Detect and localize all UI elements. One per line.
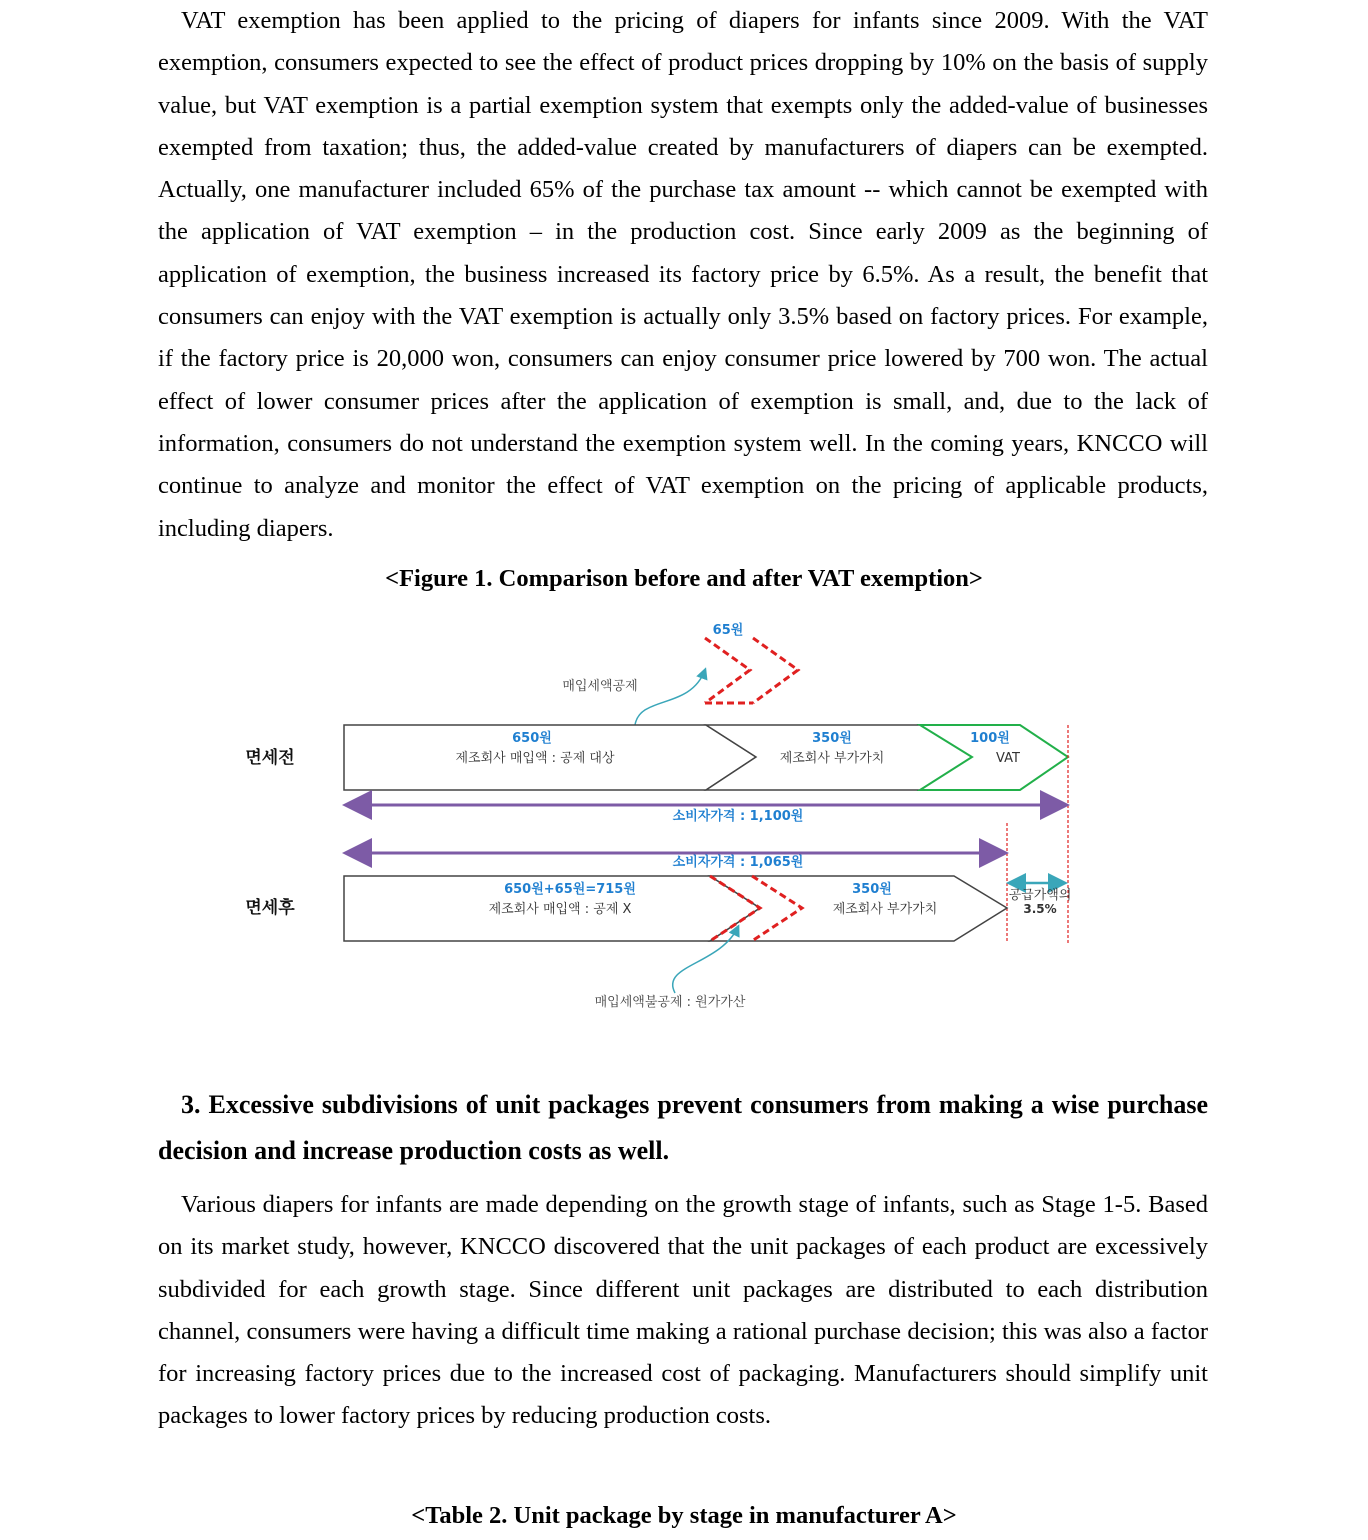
paragraph-unit-packages — [158, 1184, 1208, 1438]
after-label: 면세후 — [245, 898, 295, 918]
after-seg2-desc: 제조회사 부가가치 — [832, 902, 938, 917]
before-seg3-desc: VAT — [996, 751, 1020, 766]
paragraph-text: Various diapers for infants are made depending on the growth stage of infants, such as Stage 1-5. Based on its market study, however, KNCCO discovered that the unit packages of each product are excessively subdivided for each growth stage. Since different unit packages are distributed to each distribution channel, consumers were having a difficult time making a rational purchase decision; this was also a factor for increasing factory prices due to the increased cost of packaging. Manufacturers should simplify unit packages to lower factory prices by reducing production costs. — [158, 1191, 1208, 1430]
red-chevron-top-1 — [705, 638, 750, 703]
deduct-pointer — [635, 670, 705, 725]
deduct-label: 매입세액공제 — [562, 679, 638, 694]
before-label: 면세전 — [245, 748, 295, 768]
before-seg1-desc: 제조회사 매입액 : 공제 대상 — [455, 751, 615, 766]
heading-text: 3. Excessive subdivisions of unit packages prevent consumers from making a wise purchase decision and increase production costs as well. — [158, 1090, 1208, 1165]
vat-comparison-figure — [220, 615, 1100, 1015]
supply-ratio-value: 3.5% — [1023, 902, 1057, 916]
consumer-price-before: 소비자가격 : 1,100원 — [672, 809, 804, 824]
before-seg2-value: 350원 — [812, 731, 852, 746]
nondeduct-label: 매입세액불공제 : 원가가산 — [594, 995, 746, 1010]
top-65-label: 65원 — [712, 623, 744, 638]
section-3-heading — [158, 1082, 1208, 1174]
consumer-price-after: 소비자가격 : 1,065원 — [672, 855, 804, 870]
paragraph-vat-exemption — [158, 0, 1208, 550]
before-seg3-value: 100원 — [970, 731, 1010, 746]
after-seg1-value: 650원+65원=715원 — [504, 882, 636, 897]
after-seg1-desc: 제조회사 매입액 : 공제 X — [488, 902, 632, 917]
after-seg2-value: 350원 — [852, 882, 892, 897]
before-seg1-value: 650원 — [512, 731, 552, 746]
red-chevron-top-2 — [753, 638, 798, 703]
paragraph-text: VAT exemption has been applied to the pricing of diapers for infants since 2009. With the VAT exemption, consumers expected to see the effect of product prices dropping by 10% on the basis of supply value, but VAT exemption is a partial exemption system that exempts only the added-value of businesses exempted from taxation; thus, the added-value created by manufacturers of diapers can be exempted. Actually, one manufacturer included 65% of the purchase tax amount -- which cannot be exempted with the application of VAT exemption – in the production cost. Since early 2009 as the beginning of application of exemption, the business increased its factory price by 6.5%. As a result, the benefit that consumers can enjoy with the VAT exemption is actually only 3.5% based on factory prices. For example, if the factory price is 20,000 won, consumers can enjoy consumer price lowered by 700 won. The actual effect of lower consumer prices after the application of exemption is small, and, due to the lack of information, consumers do not understand the exemption system well. In the coming years, KNCCO will continue to analyze and monitor the effect of VAT exemption on the pricing of applicable products, including diapers. — [158, 7, 1208, 542]
figure-1-caption: <Figure 1. Comparison before and after VAT exemption> — [385, 565, 983, 592]
table-2-caption: <Table 2. Unit package by stage in manufacturer A> — [411, 1502, 957, 1529]
vat-diagram-svg — [220, 615, 1100, 1015]
before-seg2-desc: 제조회사 부가가치 — [779, 751, 885, 766]
supply-ratio-label: 공급가액의 — [1008, 888, 1072, 903]
